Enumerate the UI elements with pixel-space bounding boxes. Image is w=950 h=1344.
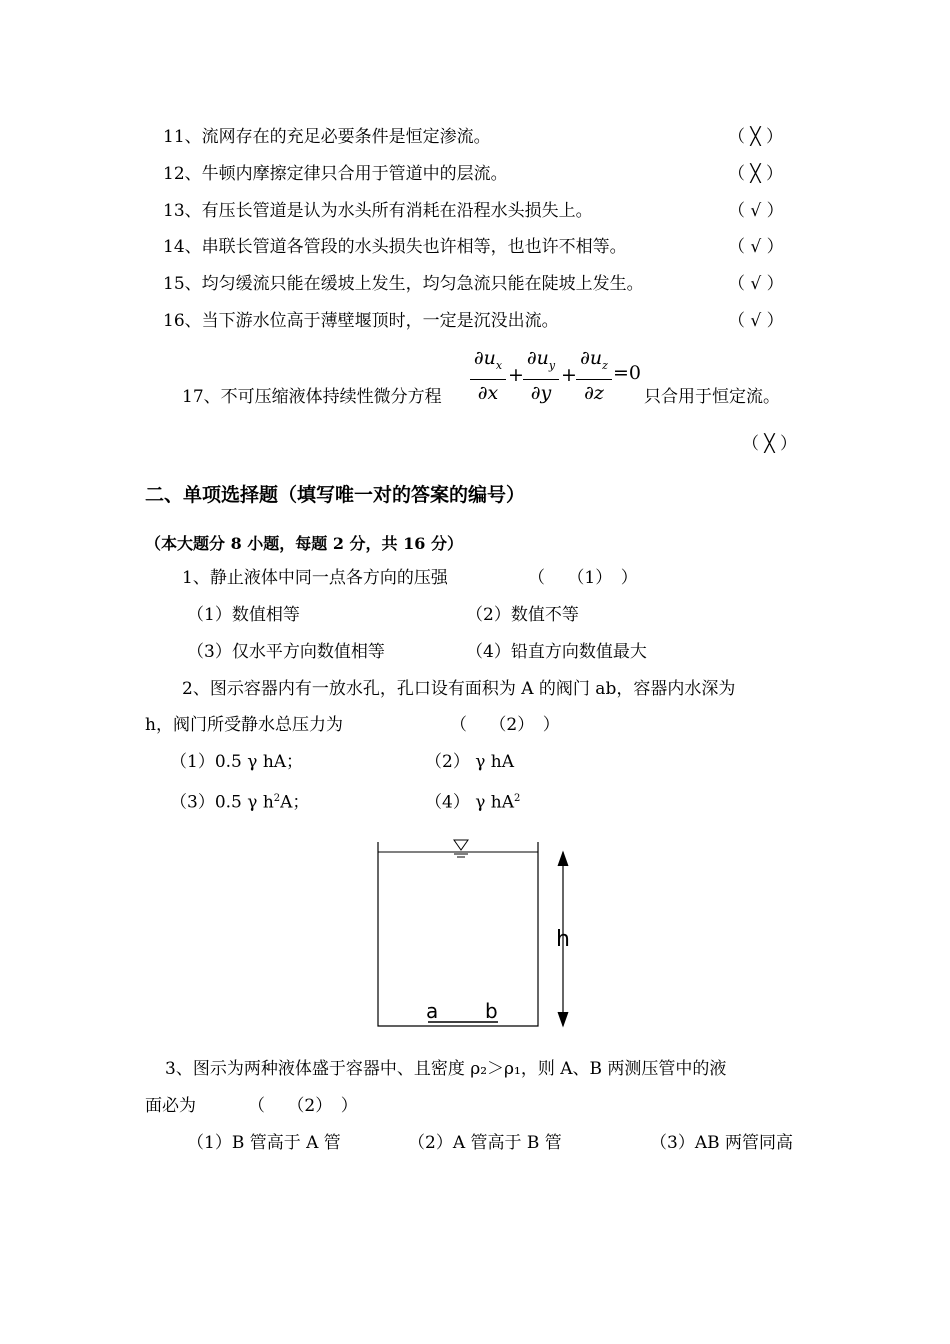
tf-mark-11: （ ╳ ） bbox=[728, 127, 784, 147]
vessel-walls bbox=[378, 842, 538, 1026]
eq-frac-y: $\partial u_y$ ∂y bbox=[523, 346, 559, 405]
section-subtitle: （本大题分 8 小题，每题 2 分，共 16 分） bbox=[145, 534, 463, 553]
mc2-option-1: （1）0.5 γ hA； bbox=[170, 752, 304, 772]
tf-mark-15: （ √ ） bbox=[728, 274, 784, 294]
mc3-answer: （ （2） ） bbox=[248, 1096, 358, 1116]
dimension-arrow-bottom bbox=[558, 1012, 568, 1026]
mc1-option-1: （1）数值相等 bbox=[187, 605, 300, 625]
mc1-option-2: （2）数值不等 bbox=[466, 605, 579, 625]
mc1-option-3: （3）仅水平方向数值相等 bbox=[187, 642, 385, 662]
tf-mark-12: （ ╳ ） bbox=[728, 164, 784, 184]
mc1-option-4: （4）铅直方向数值最大 bbox=[466, 642, 647, 662]
tf-item-14: 14、串联长管道各管段的水头损失也许相等，也也许不相等。 bbox=[163, 237, 627, 257]
tf-mark-14: （ √ ） bbox=[728, 237, 784, 257]
mc2-option-2: （2） γ hA bbox=[425, 752, 515, 772]
mc2-stem-line2: h，阀门所受静水总压力为 bbox=[145, 715, 343, 735]
mc2-answer: （ （2） ） bbox=[450, 715, 560, 735]
mc1-answer: （ （1） ） bbox=[528, 568, 638, 588]
tf-mark-17: （ ╳ ） bbox=[742, 434, 798, 454]
eq-equals-zero: =0 bbox=[613, 362, 642, 384]
tf-item-17-prefix: 17、不可压缩液体持续性微分方程 bbox=[182, 387, 442, 407]
mc3-stem-line2: 面必为 bbox=[145, 1096, 196, 1116]
eq-plus-1: + bbox=[508, 364, 524, 386]
tf-item-17-suffix: 只合用于恒定流。 bbox=[644, 387, 780, 407]
eq-frac-x: $\partial u_x$ ∂x bbox=[470, 346, 506, 405]
mc3-stem-line1: 3、图示为两种液体盛于容器中、且密度 ρ₂＞ρ₁，则 A、B 两测压管中的液 bbox=[165, 1059, 727, 1079]
dimension-arrow-top bbox=[558, 852, 568, 866]
mc1-stem: 1、静止液体中同一点各方向的压强 bbox=[182, 568, 448, 588]
mc3-option-1: （1）B 管高于 A 管 bbox=[187, 1133, 341, 1153]
tf-item-16: 16、当下游水位高于薄壁堰顶时，一定是沉没出流。 bbox=[163, 311, 559, 331]
tf-item-11: 11、流网存在的充足必要条件是恒定渗流。 bbox=[163, 127, 491, 147]
mc2-option-4: （4） γ $hA^2$ bbox=[425, 792, 521, 813]
mc3-option-3: （3）AB 两管同高 bbox=[650, 1133, 793, 1153]
label-h: h bbox=[556, 927, 570, 952]
tf-mark-16: （ √ ） bbox=[728, 311, 784, 331]
label-a: a bbox=[426, 999, 439, 1023]
label-b: b bbox=[485, 999, 498, 1023]
container-figure bbox=[370, 832, 580, 1032]
section-title: 二、单项选择题（填写唯一对的答案的编号） bbox=[145, 484, 526, 506]
tf-item-15: 15、均匀缓流只能在缓坡上发生，均匀急流只能在陡坡上发生。 bbox=[163, 274, 644, 294]
eq-plus-2: + bbox=[561, 364, 577, 386]
water-level-symbol bbox=[454, 840, 468, 857]
mc2-stem-line1: 2、图示容器内有一放水孔，孔口设有面积为 A 的阀门 ab，容器内水深为 bbox=[182, 679, 736, 699]
eq-frac-z: $\partial u_z$ ∂z bbox=[576, 346, 612, 405]
tf-mark-13: （ √ ） bbox=[728, 201, 784, 221]
mc2-option-3: （3）0.5 γ $h^2A$； bbox=[170, 792, 310, 813]
tf-item-12: 12、牛顿内摩擦定律只合用于管道中的层流。 bbox=[163, 164, 508, 184]
tf-item-13: 13、有压长管道是认为水头所有消耗在沿程水头损失上。 bbox=[163, 201, 593, 221]
mc3-option-2: （2）A 管高于 B 管 bbox=[408, 1133, 562, 1153]
